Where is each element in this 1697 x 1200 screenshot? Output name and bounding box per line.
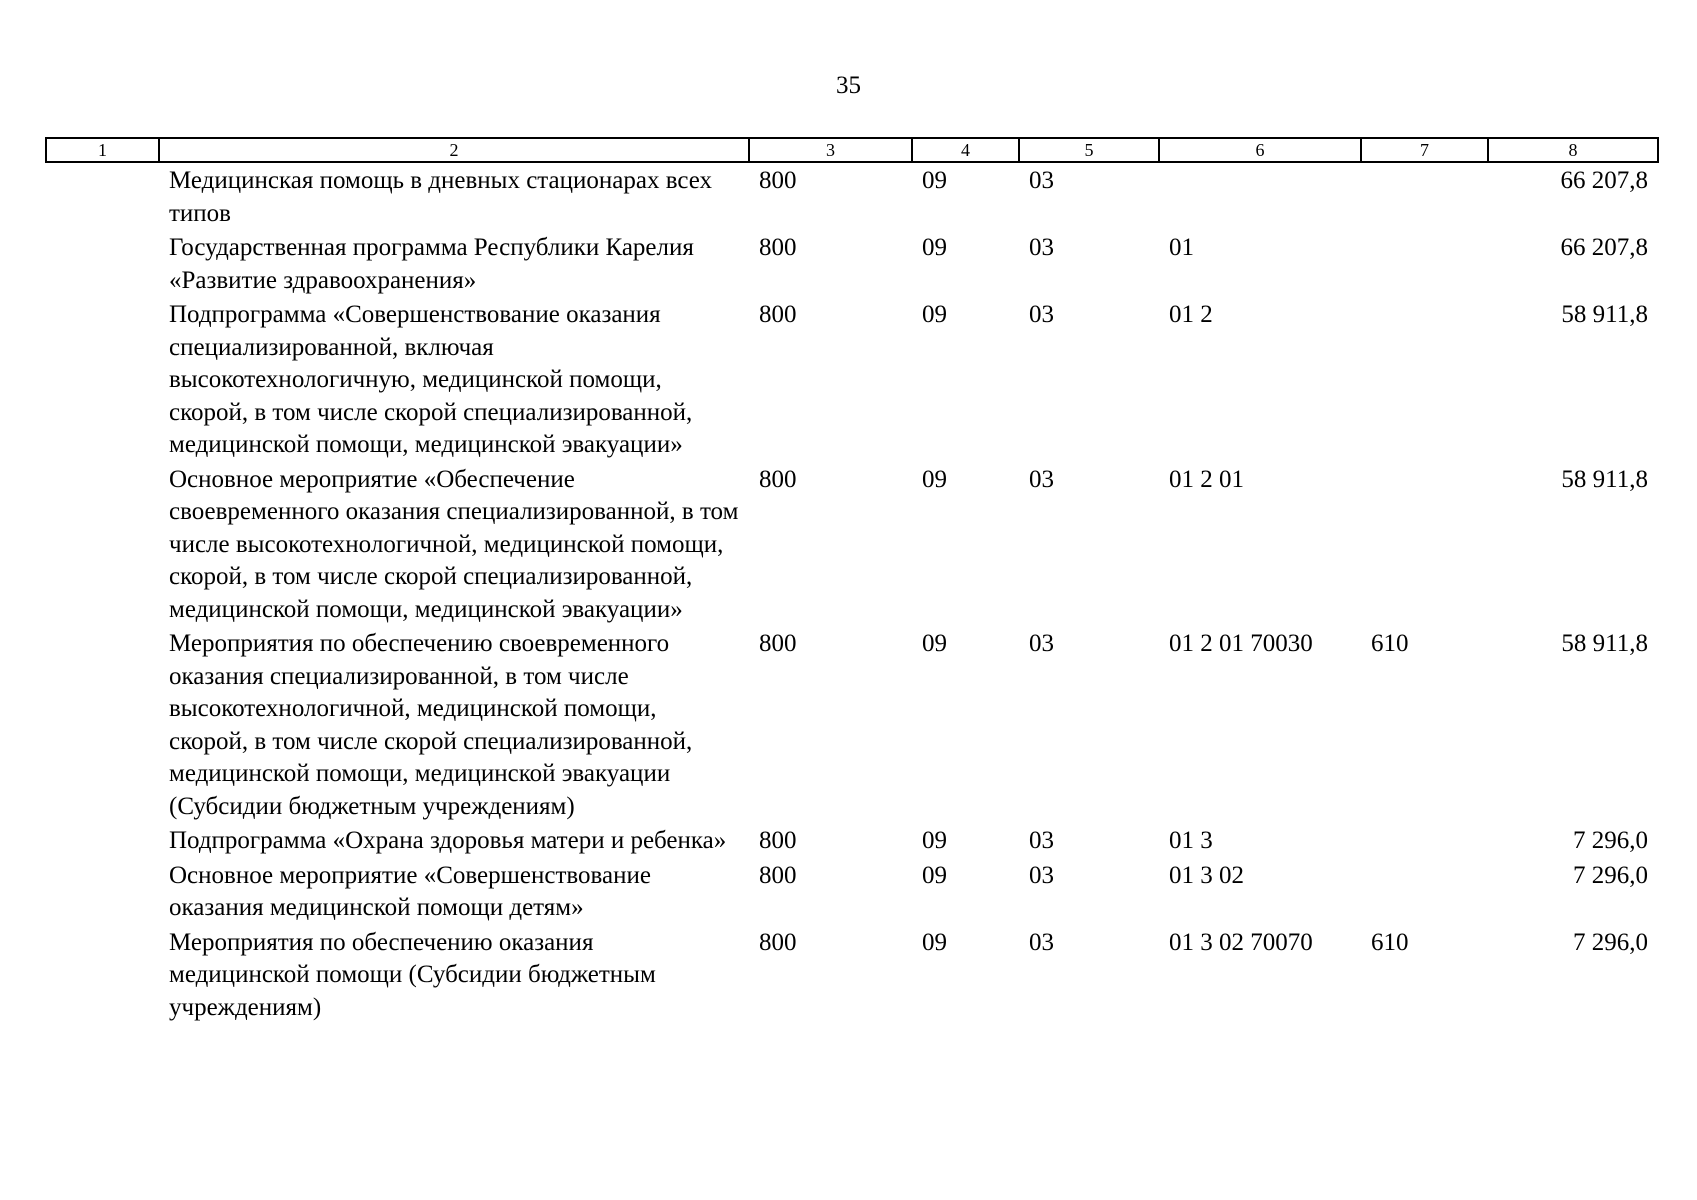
- cell-code-4: 09: [922, 301, 947, 328]
- cell-empty: [46, 626, 159, 823]
- cell-empty: [46, 230, 159, 297]
- item-amount: 58 911,8: [1561, 301, 1648, 328]
- cell-code-6: 01: [1169, 234, 1194, 261]
- column-header: 3: [749, 138, 912, 162]
- column-number-header: [46, 138, 1658, 162]
- table-row: [46, 462, 1658, 627]
- cell-code-5: 03: [1029, 630, 1054, 657]
- cell-code-7: [1361, 462, 1488, 627]
- cell-code-4: 09: [922, 928, 947, 956]
- cell-code-5: 03: [1029, 167, 1054, 194]
- cell-code-4: 09: [922, 465, 947, 493]
- column-header: 2: [159, 138, 749, 162]
- cell-code-5: 03: [1029, 234, 1054, 261]
- item-amount: 66 207,8: [1560, 167, 1648, 194]
- item-name: Основное мероприятие «Совершенствование оказания медицинской помощи детям»: [169, 861, 651, 921]
- table-row: [46, 162, 1658, 230]
- item-name: Государственная программа Республики Карелия «Развитие здравоохранения»: [169, 234, 694, 294]
- cell-code-6: 01 3 02: [1169, 861, 1244, 889]
- item-name: Мероприятия по обеспечению оказания медицинской помощи (Субсидии бюджетным учреждениям): [169, 928, 656, 1021]
- item-name: Подпрограмма «Охрана здоровья матери и ребенка»: [169, 827, 727, 854]
- cell-code-7: [1361, 162, 1488, 230]
- cell-code-3: 800: [759, 861, 797, 889]
- cell-code-4: 09: [922, 861, 947, 889]
- cell-code-5: 03: [1029, 465, 1054, 493]
- cell-code-3: 800: [759, 827, 797, 854]
- cell-code-3: 800: [759, 167, 797, 194]
- cell-code-4: 09: [922, 167, 947, 194]
- cell-code-6: [1159, 162, 1361, 230]
- cell-code-3: 800: [759, 630, 797, 657]
- cell-code-6: 01 3 02 70070: [1169, 928, 1313, 956]
- cell-code-5: 03: [1029, 827, 1054, 854]
- cell-code-7: 610: [1371, 928, 1409, 956]
- cell-code-6: 01 2 01: [1169, 465, 1244, 493]
- cell-code-5: 03: [1029, 861, 1054, 889]
- table-row: [46, 230, 1658, 297]
- budget-table: [45, 137, 1659, 1024]
- column-header: 8: [1488, 138, 1658, 162]
- column-header: 4: [912, 138, 1019, 162]
- cell-empty: [46, 162, 159, 230]
- table-row: [46, 925, 1658, 1025]
- cell-code-7: [1361, 297, 1488, 462]
- column-header: 6: [1159, 138, 1361, 162]
- table-row: [46, 823, 1658, 858]
- item-name: Подпрограмма «Совершенствование оказания специализированной, включая высокотехнологичную, медицинской помощи, скорой, в том числе скорой специализированной, медицинской помощи, медицинской эвакуации»: [169, 301, 693, 458]
- cell-empty: [46, 297, 159, 462]
- item-amount: 7 296,0: [1573, 861, 1648, 889]
- cell-code-6: 01 2 01 70030: [1169, 630, 1313, 657]
- cell-code-3: 800: [759, 234, 797, 261]
- item-amount: 7 296,0: [1573, 827, 1648, 854]
- cell-code-5: 03: [1029, 928, 1054, 956]
- cell-empty: [46, 925, 159, 1025]
- table-row: [46, 297, 1658, 462]
- cell-code-3: 800: [759, 301, 797, 328]
- cell-code-3: 800: [759, 465, 797, 493]
- cell-code-3: 800: [759, 928, 797, 956]
- cell-code-6: 01 2: [1169, 301, 1213, 328]
- cell-code-7: 610: [1371, 630, 1409, 657]
- item-name: Основное мероприятие «Обеспечение своевременного оказания специализированной, в том числе высокотехнологичной, медицинской помощи, скорой, в том числе скорой специализированной, медицинской помощи, медицинской эвакуации»: [169, 465, 739, 623]
- item-name: Медицинская помощь в дневных стационарах всех типов: [169, 167, 713, 227]
- cell-code-7: [1361, 858, 1488, 925]
- cell-code-7: [1361, 230, 1488, 297]
- cell-code-6: 01 3: [1169, 827, 1213, 854]
- cell-empty: [46, 858, 159, 925]
- page-number: 35: [836, 72, 861, 99]
- table-row: [46, 626, 1658, 823]
- cell-code-4: 09: [922, 234, 947, 261]
- item-amount: 58 911,8: [1561, 465, 1648, 493]
- column-header: 5: [1019, 138, 1159, 162]
- column-header: 7: [1361, 138, 1488, 162]
- cell-code-5: 03: [1029, 301, 1054, 328]
- table-row: [46, 858, 1658, 925]
- cell-code-4: 09: [922, 827, 947, 854]
- item-amount: 58 911,8: [1561, 630, 1648, 657]
- column-header: 1: [46, 138, 159, 162]
- item-amount: 66 207,8: [1560, 234, 1648, 261]
- cell-code-7: [1361, 823, 1488, 858]
- item-name: Мероприятия по обеспечению своевременного оказания специализированной, в том числе высокотехнологичной, медицинской помощи, скорой, в том числе скорой специализированной, медицинской помощи, медицинской эвакуации (Субсидии бюджетным учреждениям): [169, 630, 693, 820]
- cell-empty: [46, 823, 159, 858]
- cell-code-4: 09: [922, 630, 947, 657]
- item-amount: 7 296,0: [1573, 928, 1648, 956]
- cell-empty: [46, 462, 159, 627]
